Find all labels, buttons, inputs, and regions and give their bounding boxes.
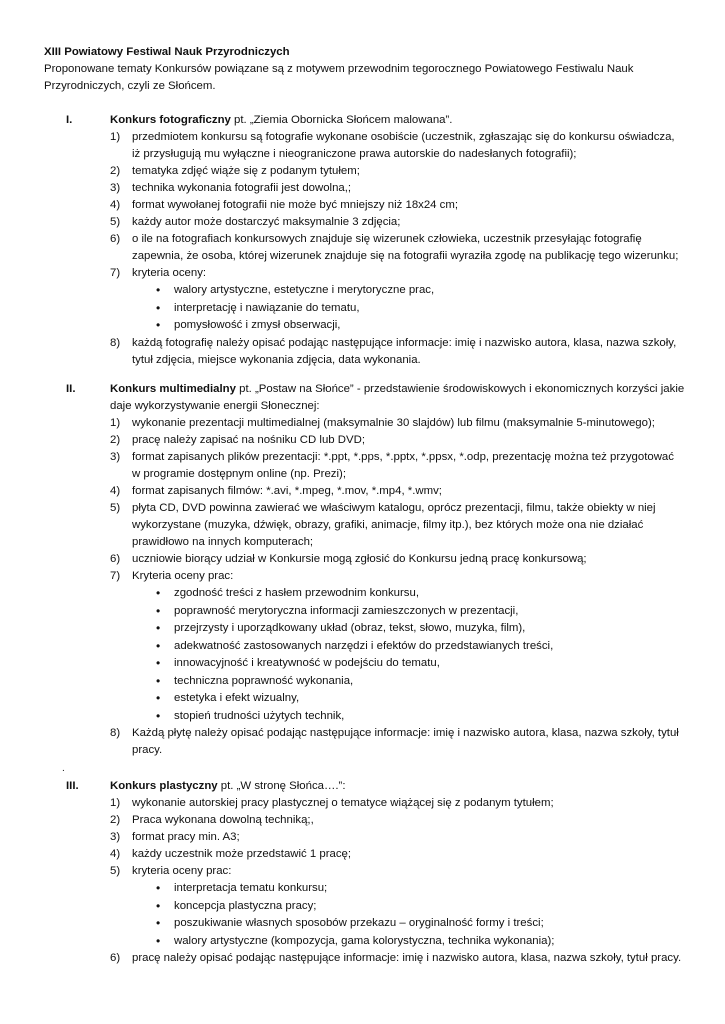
criteria-bullet: • innowacyjność i kreatywność w podejściu do tematu, xyxy=(110,655,685,673)
section-heading xyxy=(110,381,685,415)
section-number: III. xyxy=(66,780,79,792)
item-number: 8) xyxy=(110,336,121,349)
section-name: Konkurs fotograficzny xyxy=(110,114,231,126)
list-item xyxy=(110,568,685,585)
list-item xyxy=(110,335,685,369)
item-text: o ile na fotografiach konkursowych znajduje się wizerunek człowieka, uczestnik przesyłając fotografię zapewnia, że osoba, której wizerunek znajduje się na fotografii wyraziła zgodę na publikację tego wizerunku; xyxy=(132,233,679,262)
item-text: każdą fotografię należy opisać podając następujące informacje: imię i nazwisko autora, klasa, nazwa szkoły, tytuł zdjęcia, miejsce wykonania zdjęcia, data wykonania. xyxy=(132,336,677,366)
intro-paragraph: Proponowane tematy Konkursów powiązane są z motywem przewodnim tegorocznego Powiatowego Festiwalu Nauk Przyrodniczych, czyli ze Słońcem. xyxy=(44,63,634,92)
item-number: 2) xyxy=(110,165,121,177)
item-text: kryteria oceny: xyxy=(132,267,207,279)
criteria-bullet: • poszukiwanie własnych sposobów przekazu – oryginalność formy i treści; xyxy=(110,915,685,933)
section-number: I. xyxy=(66,114,73,126)
list-item xyxy=(110,483,685,500)
item-text: płyta CD, DVD powinna zawierać we właściwym katalogu, oprócz prezentacji, filmu, także obiekty w niej wykorzystane (muzyka, dźwięk, obrazy, grafiki, animacje, filmy itp.), bez których może ona nie działać prawidłowo na innych komputerach; xyxy=(132,502,656,548)
list-item xyxy=(110,725,685,759)
item-number: 5) xyxy=(110,865,121,877)
list-item xyxy=(110,265,685,282)
section-number: II. xyxy=(66,383,76,395)
item-text: wykonanie prezentacji multimedialnej (maksymalnie 30 slajdów) lub filmu (maksymalnie 5-minutowego); xyxy=(132,417,655,429)
list-item xyxy=(110,415,685,432)
criteria-bullet: • adekwatność zastosowanych narzędzi i efektów do przedstawianych treści, xyxy=(110,638,685,656)
section-name: Konkurs multimedialny xyxy=(110,383,236,395)
item-text: Praca wykonana dowolną techniką;, xyxy=(132,814,314,826)
item-text: Kryteria oceny prac: xyxy=(132,570,234,582)
item-number: 3) xyxy=(110,451,121,463)
item-text: format pracy min. A3; xyxy=(132,831,240,843)
criteria-list xyxy=(110,585,685,725)
section-list xyxy=(110,795,685,967)
item-text: format zapisanych filmów: *.avi, *.mpeg, *.mov, *.mp4, *.wmv; xyxy=(132,485,442,497)
item-number: 3) xyxy=(110,182,121,194)
criteria-list xyxy=(110,282,685,335)
item-text: kryteria oceny prac: xyxy=(132,865,232,877)
list-item xyxy=(110,863,685,880)
list-item xyxy=(110,449,685,483)
criteria-bullet: • interpretacja tematu konkursu; xyxy=(110,880,685,898)
document-title: XIII Powiatowy Festiwal Nauk Przyrodniczych xyxy=(44,46,290,58)
list-item xyxy=(110,129,685,163)
item-text: technika wykonania fotografii jest dowolna,; xyxy=(132,182,352,194)
section-list xyxy=(110,129,685,369)
criteria-bullet: • techniczna poprawność wykonania, xyxy=(110,673,685,691)
list-item xyxy=(110,197,685,214)
criteria-bullet: • koncepcja plastyczna pracy; xyxy=(110,898,685,916)
item-number: 1) xyxy=(110,797,121,809)
list-item xyxy=(110,846,685,863)
item-text: format zapisanych plików prezentacji: *.ppt, *.pps, *.pptx, *.ppsx, *.odp, prezentację można też przygotować w programie dostępnym online (np. Prezi); xyxy=(132,451,674,480)
section-heading xyxy=(110,112,685,129)
item-number: 3) xyxy=(110,831,121,843)
list-item xyxy=(110,829,685,846)
criteria-bullet: • walory artystyczne, estetyczne i merytoryczne prac, xyxy=(110,282,685,300)
criteria-bullet: • walory artystyczne (kompozycja, gama kolorystyczna, technika wykonania); xyxy=(110,933,685,951)
criteria-list xyxy=(110,880,685,950)
list-item xyxy=(110,795,685,812)
item-text: każdy uczestnik może przedstawić 1 pracę; xyxy=(132,848,352,860)
item-number: 5) xyxy=(110,216,121,228)
list-item xyxy=(110,163,685,180)
item-number: 4) xyxy=(110,199,121,211)
criteria-bullet: • pomysłowość i zmysł obserwacji, xyxy=(110,317,685,335)
list-item xyxy=(110,812,685,829)
item-text: przedmiotem konkursu są fotografie wykonane osobiście (uczestnik, zgłaszając się do konkursu oświadcza, iż przysługują mu wyłączne i nieograniczone prawa autorskie do nadesłanych fotografii); xyxy=(132,131,675,160)
list-item xyxy=(110,231,685,265)
item-number: 6) xyxy=(110,553,121,565)
item-number: 4) xyxy=(110,848,121,860)
criteria-bullet: • zgodność treści z hasłem przewodnim konkursu, xyxy=(110,585,685,603)
item-number: 5) xyxy=(110,502,121,514)
item-number: 2) xyxy=(110,434,121,446)
item-text: uczniowie biorący udział w Konkursie mogą zgłosić do Konkursu jedną pracę konkursową; xyxy=(132,553,587,565)
item-number: 7) xyxy=(110,267,121,279)
item-text: format wywołanej fotografii nie może być mniejszy niż 18x24 cm; xyxy=(132,199,459,211)
item-text: tematyka zdjęć wiąże się z podanym tytułem; xyxy=(132,165,360,177)
section-subtitle: pt. „Ziemia Obornicka Słońcem malowana”. xyxy=(230,114,453,126)
item-number: 6) xyxy=(110,952,121,964)
item-number: 7) xyxy=(110,570,121,582)
section-subtitle: pt. „W stronę Słońca….”: xyxy=(217,780,346,792)
list-item xyxy=(110,500,685,551)
item-text: pracę należy opisać podając następujące informacje: imię i nazwisko autora, klasa, nazwa szkoły, tytuł pracy. xyxy=(132,952,682,964)
item-number: 1) xyxy=(110,131,121,143)
criteria-bullet: • estetyka i efekt wizualny, xyxy=(110,690,685,708)
criteria-bullet: • poprawność merytoryczna informacji zamieszczonych w prezentacji, xyxy=(110,603,685,621)
section-subtitle: pt. „Postaw na Słońce” - przedstawienie środowiskowych i ekonomicznych korzyści jakie daje wykorzystywanie energii Słonecznej: xyxy=(110,383,685,412)
section-list xyxy=(110,415,685,759)
criteria-bullet: • przejrzysty i uporządkowany układ (obraz, tekst, słowo, muzyka, film), xyxy=(110,620,685,638)
item-number: 1) xyxy=(110,417,121,429)
item-text: każdy autor może dostarczyć maksymalnie 3 zdjęcia; xyxy=(132,216,401,228)
item-number: 8) xyxy=(110,727,121,739)
item-number: 6) xyxy=(110,233,121,245)
criteria-bullet: • stopień trudności użytych technik, xyxy=(110,708,685,726)
list-item xyxy=(110,180,685,197)
stray-dot: . xyxy=(62,763,65,774)
item-text: pracę należy zapisać na nośniku CD lub DVD; xyxy=(132,434,365,446)
item-number: 4) xyxy=(110,485,121,497)
section-name: Konkurs plastyczny xyxy=(110,780,218,792)
list-item xyxy=(110,214,685,231)
criteria-bullet: • interpretację i nawiązanie do tematu, xyxy=(110,300,685,318)
item-number: 2) xyxy=(110,814,121,826)
section-heading xyxy=(110,778,685,795)
list-item xyxy=(110,551,685,568)
list-item xyxy=(110,950,685,967)
list-item xyxy=(110,432,685,449)
item-text: Każdą płytę należy opisać podając następujące informacje: imię i nazwisko autora, klasa, nazwa szkoły, tytuł pracy. xyxy=(132,727,679,756)
item-text: wykonanie autorskiej pracy plastycznej o tematyce wiążącej się z podanym tytułem; xyxy=(132,797,554,809)
